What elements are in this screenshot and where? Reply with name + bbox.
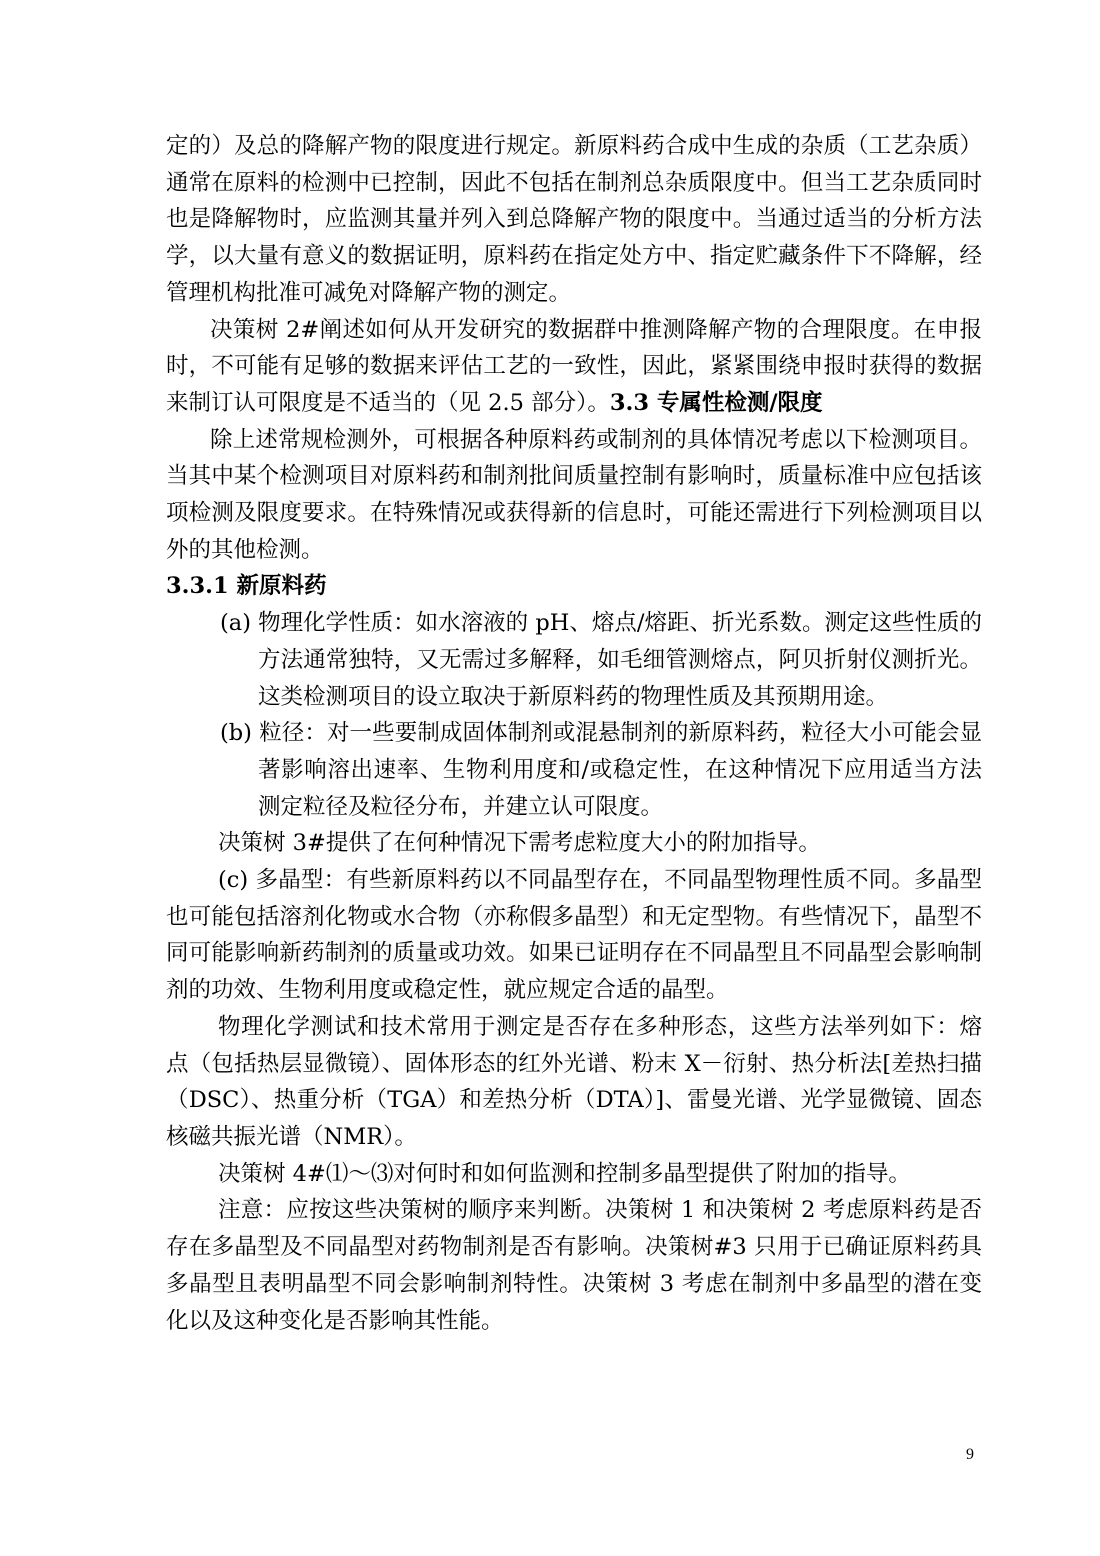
section-heading-3-3: 3.3 专属性检测/限度: [609, 389, 823, 416]
section-heading-3-3-1: 3.3.1 新原料药: [166, 573, 327, 600]
decision-tree-2-text: 决策树 2#阐述如何从开发研究的数据群中推测降解产物的合理限度。在申报时，不可能有足够的数据来评估工艺的一致性，因此，紧紧围绕申报时获得的数据来制订认可限度是不适当的（见 2.5 部分）。: [166, 316, 982, 416]
list-item-a: (a) 物理化学性质：如水溶液的 pH、熔点/熔距、折光系数。测定这些性质的方法通常独特，又无需过多解释，如毛细管测熔点，阿贝折射仪测折光。这类检测项目的设立取决于新原料药的物理性质及其预期用途。: [220, 610, 982, 710]
paragraph-decision-tree-2: [166, 312, 982, 422]
list-item-c: (c) 多晶型：有些新原料药以不同晶型存在，不同晶型物理性质不同。多晶型也可能包括溶剂化物或水合物（亦称假多晶型）和无定型物。有些情况下，晶型不同可能影响新药制剂的质量或功效。如果已证明存在不同晶型且不同晶型会影响制剂的功效、生物利用度或稳定性，就应规定合适的晶型。: [166, 867, 982, 1004]
paragraph-specific-tests: 除上述常规检测外，可根据各种原料药或制剂的具体情况考虑以下检测项目。当其中某个检测项目对原料药和制剂批间质量控制有影响时，质量标准中应包括该项检测及限度要求。在特殊情况或获得新的信息时，可能还需进行下列检测项目以外的其他检测。: [166, 426, 982, 563]
paragraph-degradation-limits: 定的）及总的降解产物的限度进行规定。新原料药合成中生成的杂质（工艺杂质）通常在原料的检测中已控制，因此不包括在制剂总杂质限度中。但当工艺杂质同时也是降解物时，应监测其量并列入到总降解产物的限度中。当通过适当的分析方法学，以大量有意义的数据证明，原料药在指定处方中、指定贮藏条件下不降解，经管理机构批准可减免对降解产物的测定。: [166, 133, 982, 306]
paragraph-note: 注意：应按这些决策树的顺序来判断。决策树 1 和决策树 2 考虑原料药是否存在多晶型及不同晶型对药物制剂是否有影响。决策树#3 只用于已确证原料药具多晶型且表明晶型不同会影响制剂特性。决策树 3 考虑在制剂中多晶型的潜在变化以及这种变化是否影响其性能。: [166, 1197, 982, 1334]
paragraph-methods: 物理化学测试和技术常用于测定是否存在多种形态，这些方法举列如下：熔点（包括热层显微镜）、固体形态的红外光谱、粉末 X－衍射、热分析法[差热扫描（DSC）、热重分析（TGA）和差热分析（DTA）]、雷曼光谱、光学显微镜、固态核磁共振光谱（NMR）。: [166, 1013, 982, 1150]
paragraph-decision-tree-4: 决策树 4#⑴～⑶对何时和如何监测和控制多晶型提供了附加的指导。: [218, 1160, 911, 1187]
page-number: 9: [966, 1446, 974, 1463]
list-item-b: (b) 粒径：对一些要制成固体制剂或混悬制剂的新原料药，粒径大小可能会显著影响溶出速率、生物利用度和/或稳定性，在这种情况下应用适当方法测定粒径及粒径分布，并建立认可限度。: [220, 720, 982, 820]
paragraph-decision-tree-3: 决策树 3#提供了在何种情况下需考虑粒度大小的附加指导。: [218, 830, 821, 857]
body-text: [166, 128, 982, 1339]
